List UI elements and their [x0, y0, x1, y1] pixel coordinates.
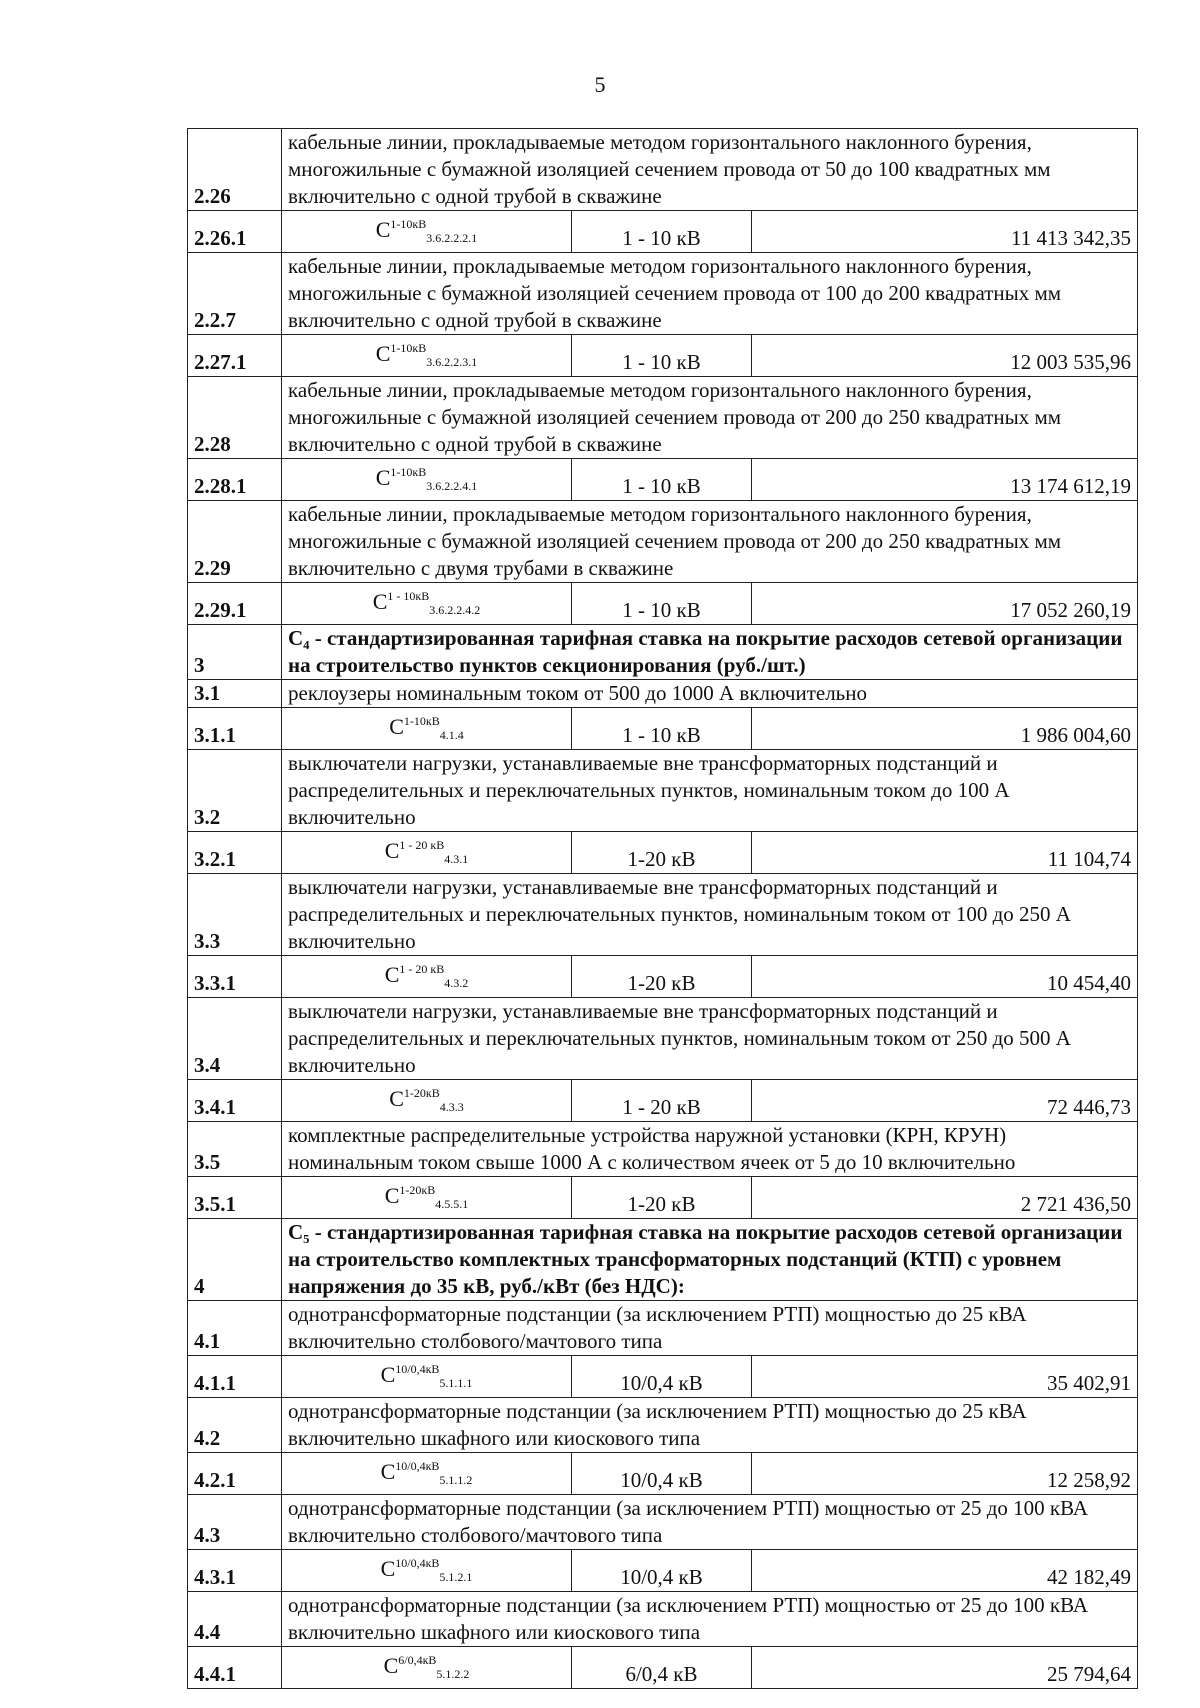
section-heading-row — [188, 625, 1138, 680]
rate-code-base: C — [380, 1556, 396, 1581]
rate-code-index: 3.6.2.2.4.2 — [429, 603, 481, 617]
description-row — [188, 501, 1138, 583]
rate-code-index: 4.3.2 — [444, 976, 469, 990]
rate-code-base: C — [383, 1653, 399, 1678]
rate-row — [188, 459, 1138, 501]
description-row — [188, 874, 1138, 956]
row-number: 3.2 — [188, 750, 282, 832]
rate-code-voltage: 1 - 20 кВ — [399, 838, 445, 852]
voltage-range: 1-20 кВ — [572, 1177, 752, 1219]
row-number: 2.29 — [188, 501, 282, 583]
rate-code — [282, 211, 572, 253]
voltage-range: 1 - 10 кВ — [572, 335, 752, 377]
rate-code — [282, 335, 572, 377]
item-description: кабельные линии, прокладываемые методом горизонтального наклонного бурения, многожильные с бумажной изоляцией сечением провода от 50 до 100 квадратных мм включительно с одной трубой в скважине — [282, 129, 1138, 211]
rate-code-base: C — [384, 1183, 400, 1208]
page-number: 5 — [594, 72, 606, 97]
rate-code-index: 5.1.1.2 — [439, 1473, 473, 1487]
row-number: 4.4.1 — [188, 1647, 282, 1689]
voltage-range: 1 - 10 кВ — [572, 708, 752, 750]
rate-value: 11 413 342,35 — [752, 211, 1138, 253]
rate-code-index: 5.1.1.1 — [439, 1376, 473, 1390]
item-description: кабельные линии, прокладываемые методом горизонтального наклонного бурения, многожильные с бумажной изоляцией сечением провода от 200 до 250 квадратных мм включительно с двумя трубами в скважине — [282, 501, 1138, 583]
description-row — [188, 1398, 1138, 1453]
description-row — [188, 129, 1138, 211]
rate-code-base: C — [389, 714, 404, 739]
rate-code-index: 3.6.2.2.3.1 — [426, 355, 478, 369]
row-number: 3.5 — [188, 1122, 282, 1177]
row-number: 2.27.1 — [188, 335, 282, 377]
description-row — [188, 377, 1138, 459]
description-row — [188, 1592, 1138, 1647]
voltage-range: 6/0,4 кВ — [572, 1647, 752, 1689]
description-row — [188, 1495, 1138, 1550]
rate-code-base: C — [380, 1362, 396, 1387]
rate-code — [282, 583, 572, 625]
rate-row — [188, 1177, 1138, 1219]
rate-value: 2 721 436,50 — [752, 1177, 1138, 1219]
item-description: однотрансформаторные подстанции (за исключением РТП) мощностью от 25 до 100 кВА включительно шкафного или киоскового типа — [282, 1592, 1138, 1647]
description-row — [188, 1122, 1138, 1177]
rate-row — [188, 832, 1138, 874]
item-description: однотрансформаторные подстанции (за исключением РТП) мощностью до 25 кВА включительно столбового/мачтового типа — [282, 1301, 1138, 1356]
item-description: реклоузеры номинальным током от 500 до 1000 А включительно — [282, 680, 1138, 708]
rate-value: 17 052 260,19 — [752, 583, 1138, 625]
row-number: 3.3 — [188, 874, 282, 956]
description-row — [188, 750, 1138, 832]
row-number: 4.3.1 — [188, 1550, 282, 1592]
rate-code-voltage: 1-10кВ — [390, 465, 427, 479]
section-heading-row — [188, 1219, 1138, 1301]
rate-code-base: C — [375, 465, 391, 490]
description-row — [188, 253, 1138, 335]
rate-code-index: 4.1.4 — [439, 728, 464, 742]
rate-value: 42 182,49 — [752, 1550, 1138, 1592]
rate-row — [188, 211, 1138, 253]
rate-code-base: C — [384, 838, 400, 863]
rate-code — [282, 1080, 572, 1122]
rate-code — [282, 956, 572, 998]
row-number: 4 — [188, 1219, 282, 1301]
rate-code-index: 3.6.2.2.2.1 — [426, 231, 478, 245]
row-number: 4.1 — [188, 1301, 282, 1356]
rate-code — [282, 1177, 572, 1219]
row-number: 4.4 — [188, 1592, 282, 1647]
rate-code-voltage: 10/0,4кВ — [395, 1362, 440, 1376]
row-number: 3.1 — [188, 680, 282, 708]
row-number: 4.2 — [188, 1398, 282, 1453]
voltage-range: 1-20 кВ — [572, 832, 752, 874]
voltage-range: 10/0,4 кВ — [572, 1453, 752, 1495]
tariff-table — [187, 128, 1138, 1689]
rate-code-index: 3.6.2.2.4.1 — [426, 479, 478, 493]
rate-code-voltage: 1 - 20 кВ — [399, 962, 445, 976]
rate-code-base: C — [372, 589, 388, 614]
row-number: 2.29.1 — [188, 583, 282, 625]
rate-value: 1 986 004,60 — [752, 708, 1138, 750]
rate-row — [188, 708, 1138, 750]
rate-code — [282, 832, 572, 874]
rate-code — [282, 708, 572, 750]
row-number: 3.2.1 — [188, 832, 282, 874]
row-number: 3.1.1 — [188, 708, 282, 750]
rate-code-index: 4.5.5.1 — [435, 1197, 469, 1211]
rate-value: 13 174 612,19 — [752, 459, 1138, 501]
voltage-range: 10/0,4 кВ — [572, 1550, 752, 1592]
description-row — [188, 1301, 1138, 1356]
voltage-range: 1 - 10 кВ — [572, 583, 752, 625]
rate-value: 25 794,64 — [752, 1647, 1138, 1689]
rate-row — [188, 1550, 1138, 1592]
rate-code-index: 5.1.2.2 — [436, 1667, 470, 1681]
rate-row — [188, 1356, 1138, 1398]
rate-code-voltage: 10/0,4кВ — [395, 1459, 440, 1473]
item-description: однотрансформаторные подстанции (за исключением РТП) мощностью до 25 кВА включительно шкафного или киоскового типа — [282, 1398, 1138, 1453]
rate-code — [282, 1356, 572, 1398]
rate-code-voltage: 1-10кВ — [390, 341, 427, 355]
row-number: 2.28 — [188, 377, 282, 459]
item-description: выключатели нагрузки, устанавливаемые вне трансформаторных подстанций и распределительных и переключательных пунктов, номинальным током от 100 до 250 А включительно — [282, 874, 1138, 956]
rate-row — [188, 583, 1138, 625]
row-number: 2.26 — [188, 129, 282, 211]
description-row — [188, 680, 1138, 708]
row-number: 4.2.1 — [188, 1453, 282, 1495]
rate-value: 35 402,91 — [752, 1356, 1138, 1398]
row-number: 2.2.7 — [188, 253, 282, 335]
rate-code-base: C — [384, 962, 400, 987]
rate-row — [188, 1647, 1138, 1689]
rate-code-voltage: 1-10кВ — [390, 217, 427, 231]
voltage-range: 1 - 10 кВ — [572, 211, 752, 253]
row-number: 4.1.1 — [188, 1356, 282, 1398]
rate-code-voltage: 1-10кВ — [403, 714, 440, 728]
item-description: кабельные линии, прокладываемые методом горизонтального наклонного бурения, многожильные с бумажной изоляцией сечением провода от 100 до 200 квадратных мм включительно с одной трубой в скважине — [282, 253, 1138, 335]
row-number: 2.28.1 — [188, 459, 282, 501]
rate-row — [188, 956, 1138, 998]
rate-code-voltage: 1-20кВ — [403, 1086, 440, 1100]
rate-code-base: C — [375, 341, 391, 366]
rate-code-voltage: 1-20кВ — [399, 1183, 436, 1197]
voltage-range: 10/0,4 кВ — [572, 1356, 752, 1398]
rate-code-index: 4.3.3 — [439, 1100, 464, 1114]
item-description: комплектные распределительные устройства наружной установки (КРН, КРУН) номинальным током свыше 1000 А с количеством ячеек от 5 до 10 включительно — [282, 1122, 1138, 1177]
rate-code — [282, 1550, 572, 1592]
voltage-range: 1-20 кВ — [572, 956, 752, 998]
voltage-range: 1 - 20 кВ — [572, 1080, 752, 1122]
item-description: выключатели нагрузки, устанавливаемые вне трансформаторных подстанций и распределительных и переключательных пунктов, номинальным током от 250 до 500 А включительно — [282, 998, 1138, 1080]
item-description: однотрансформаторные подстанции (за исключением РТП) мощностью от 25 до 100 кВА включительно столбового/мачтового типа — [282, 1495, 1138, 1550]
row-number: 3.5.1 — [188, 1177, 282, 1219]
rate-code-voltage: 10/0,4кВ — [395, 1556, 440, 1570]
rate-code — [282, 1453, 572, 1495]
rate-row — [188, 1453, 1138, 1495]
row-number: 2.26.1 — [188, 211, 282, 253]
rate-code-voltage: 6/0,4кВ — [398, 1653, 437, 1667]
rate-value: 10 454,40 — [752, 956, 1138, 998]
rate-code-base: C — [389, 1086, 404, 1111]
item-description: выключатели нагрузки, устанавливаемые вне трансформаторных подстанций и распределительных и переключательных пунктов, номинальным током до 100 А включительно — [282, 750, 1138, 832]
row-number: 3 — [188, 625, 282, 680]
rate-value: 72 446,73 — [752, 1080, 1138, 1122]
row-number: 3.4 — [188, 998, 282, 1080]
rate-code — [282, 459, 572, 501]
rate-code-index: 4.3.1 — [444, 852, 469, 866]
rate-code-index: 5.1.2.1 — [439, 1570, 473, 1584]
row-number: 3.3.1 — [188, 956, 282, 998]
voltage-range: 1 - 10 кВ — [572, 459, 752, 501]
rate-code-base: C — [375, 217, 391, 242]
item-description: кабельные линии, прокладываемые методом горизонтального наклонного бурения, многожильные с бумажной изоляцией сечением провода от 200 до 250 квадратных мм включительно с одной трубой в скважине — [282, 377, 1138, 459]
row-number: 4.3 — [188, 1495, 282, 1550]
section-heading: C₄ - стандартизированная тарифная ставка на покрытие расходов сетевой организации на строительство пунктов секционирования (руб./шт.) — [282, 625, 1138, 680]
rate-value: 12 258,92 — [752, 1453, 1138, 1495]
rate-value: 11 104,74 — [752, 832, 1138, 874]
description-row — [188, 998, 1138, 1080]
rate-row — [188, 1080, 1138, 1122]
row-number: 3.4.1 — [188, 1080, 282, 1122]
rate-value: 12 003 535,96 — [752, 335, 1138, 377]
rate-row — [188, 335, 1138, 377]
rate-code-voltage: 1 - 10кВ — [387, 589, 430, 603]
rate-code — [282, 1647, 572, 1689]
section-heading: C₅ - стандартизированная тарифная ставка на покрытие расходов сетевой организации на строительство комплектных трансформаторных подстанций (КТП) с уровнем напряжения до 35 кВ, руб./кВт (без НДС): — [282, 1219, 1138, 1301]
rate-code-base: C — [380, 1459, 396, 1484]
